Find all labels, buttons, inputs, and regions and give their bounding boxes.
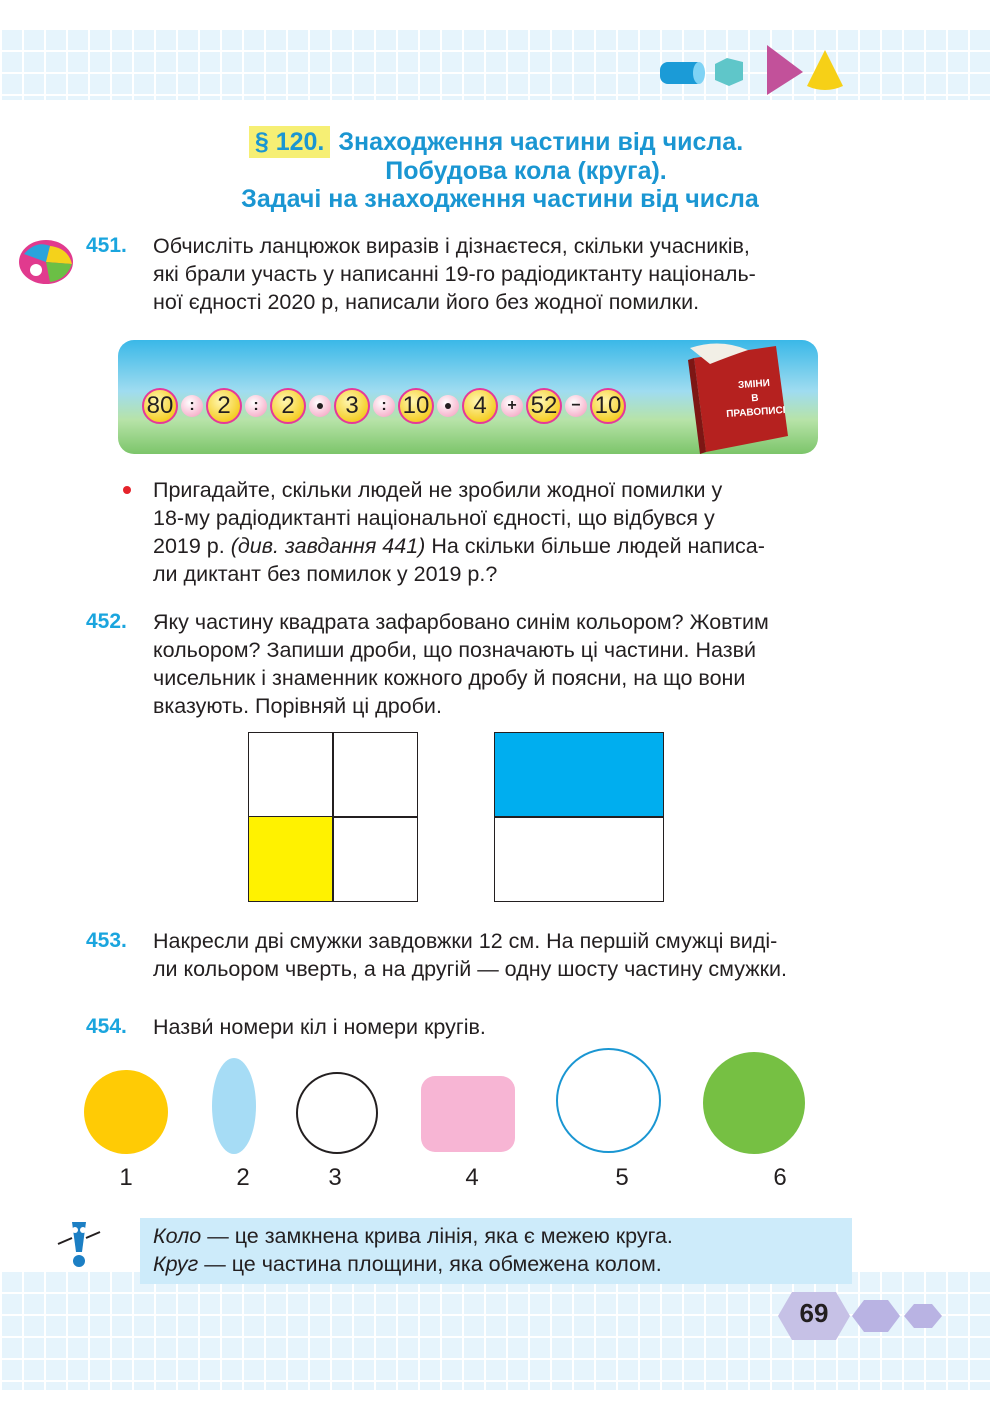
section-number: § 120.	[249, 126, 331, 158]
chain-number: 4	[462, 388, 498, 424]
chain-number: 10	[590, 388, 626, 424]
shape-label: 2	[236, 1164, 250, 1191]
square-quarter	[248, 732, 334, 818]
shape-label: 1	[119, 1164, 133, 1191]
page-number: 69	[799, 1298, 829, 1328]
task-452-line: кольором? Запиши дроби, що позначають ці частини. Назви́	[153, 638, 756, 662]
task-452-line: чисельник і знаменник кожного дробу й поясни, на що вони	[153, 666, 746, 690]
task-453-line: Накресли дві смужки завдовжки 12 см. На першій смужці виді-	[153, 929, 778, 953]
task-451-number: 451.	[86, 234, 127, 257]
bullet-line: ли диктант без помилок у 2019 р.?	[153, 562, 498, 586]
shape-label: 3	[328, 1164, 342, 1191]
square-half	[494, 816, 664, 902]
bullet-line-part: 2019 р.	[153, 534, 225, 558]
task-453-line: ли кольором чверть, а на другій — одну шосту частину смужки.	[153, 957, 787, 981]
plus-operator: +	[501, 395, 523, 417]
shape-3-circle-outline	[296, 1072, 378, 1154]
cube-icon	[715, 58, 743, 86]
yellow-fraction-square	[248, 732, 418, 902]
shape-4-rounded-square	[421, 1076, 515, 1152]
multiply-dot-icon	[317, 403, 323, 409]
blue-fraction-square	[494, 732, 664, 902]
task-451-line: які брали участь у написанні 19-го радіодиктанту національ-	[153, 262, 756, 286]
title-line-2: Побудова кола (круга).	[385, 157, 667, 185]
shape-5-circle-outline	[556, 1048, 661, 1153]
multiply-operator	[437, 395, 459, 417]
bullet-line: 18-му радіодиктанті національної єдності, що відбувся у	[153, 506, 715, 530]
title-line-1: Знаходження частини від числа.	[338, 128, 744, 156]
term-disc: Круг	[153, 1252, 199, 1276]
shape-6-filled-circle	[703, 1052, 805, 1154]
title-line-3: Задачі на знаходження частини від числа	[241, 185, 759, 213]
puzzle-icon	[16, 234, 76, 286]
definition-text: — це замкнена крива лінія, яка є межею круга.	[201, 1224, 673, 1248]
chain-number: 3	[334, 388, 370, 424]
square-quarter-shaded	[248, 816, 334, 902]
exclamation-mascot-icon	[52, 1218, 108, 1270]
book-title	[721, 376, 790, 423]
task-451-line: ної єдності 2020 р, написали його без жодної помилки.	[153, 290, 700, 314]
section-title	[0, 128, 992, 156]
square-half-shaded	[494, 732, 664, 818]
task-454-text: Назви́ номери кіл і номери кругів.	[153, 1015, 486, 1039]
expression-chain	[142, 388, 626, 424]
task-reference: (див. завдання 441)	[230, 534, 426, 558]
3d-shapes-decoration	[655, 40, 845, 100]
task-451-line: Обчисліть ланцюжок виразів і дізнаєтеся, скільки учасників,	[153, 234, 750, 258]
shape-label: 5	[615, 1164, 629, 1191]
shape-2-oval	[212, 1058, 256, 1154]
task-452-text	[153, 608, 858, 720]
definition-circle-line	[153, 1222, 673, 1250]
book-title-line: В ПРАВОПИСІ	[725, 392, 786, 421]
divide-operator: :	[373, 395, 395, 417]
bullet-line: Пригадайте, скільки людей не зробили жодної помилки у	[153, 478, 723, 502]
chain-number: 52	[526, 388, 562, 424]
bullet-line	[153, 532, 858, 560]
task-453-number: 453.	[86, 929, 127, 952]
minus-operator: −	[565, 395, 587, 417]
cone-icon	[807, 50, 843, 90]
shape-label: 4	[465, 1164, 479, 1191]
shape-1-filled-circle	[84, 1070, 168, 1154]
task-452-line: Яку частину квадрата зафарбовано синім кольором? Жовтим	[153, 610, 769, 634]
chain-number: 10	[398, 388, 434, 424]
divide-operator: :	[181, 395, 203, 417]
divide-operator: :	[245, 395, 267, 417]
multiply-operator	[309, 395, 331, 417]
bullet-dot	[123, 486, 131, 494]
chain-number: 2	[270, 388, 306, 424]
definition-text: — це частина площини, яка обмежена колом.	[198, 1252, 662, 1276]
shape-label: 6	[773, 1164, 787, 1191]
multiply-dot-icon	[445, 403, 451, 409]
definitions-text	[153, 1222, 673, 1278]
task-452-line: вказують. Порівняй ці дроби.	[153, 694, 442, 718]
task-451-text	[153, 232, 858, 316]
task-453-text	[153, 927, 863, 983]
chain-number: 80	[142, 388, 178, 424]
square-quarter	[332, 816, 418, 902]
term-circle-line: Коло	[153, 1224, 202, 1248]
bullet-text	[153, 476, 858, 588]
pyramid-icon	[767, 45, 803, 95]
chain-number: 2	[206, 388, 242, 424]
task-454-number: 454.	[86, 1015, 127, 1038]
book-title-line: ЗМІНИ	[737, 377, 771, 392]
square-quarter	[332, 732, 418, 818]
definition-disc	[153, 1250, 673, 1278]
bullet-line-part: На скільки більше людей написа-	[431, 534, 765, 558]
task-452-number: 452.	[86, 610, 127, 633]
